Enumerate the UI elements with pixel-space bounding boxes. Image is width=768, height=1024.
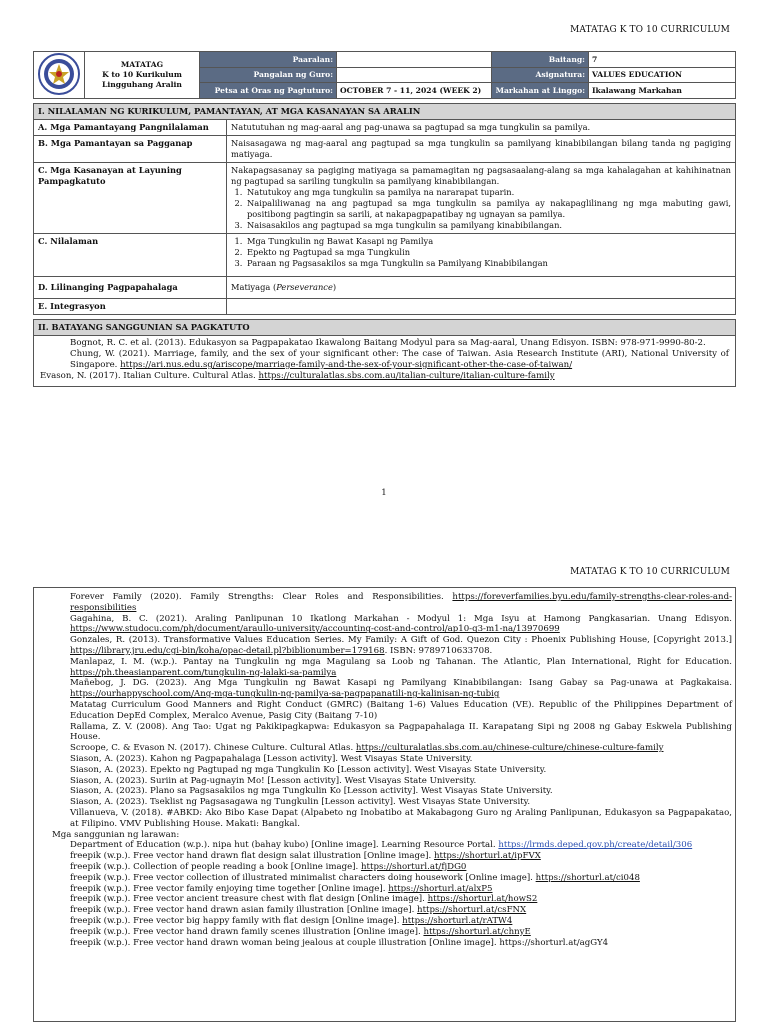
reference-item: Mañebog, J. DG. (2023). Ang Mga Tungkulin ng Bawat Kasapi ng Pamilyang Kinabibilangan: Isang Gabay sa Pag-unawa at Pagkakaisa. https://ourhappyschool.com/Ang-mga-tungkulin-ng-pamilya-sa-pagpapanatili-ng-kalinisan-ng-tubig: [70, 678, 732, 700]
section-2-title: II. BATAYANG SANGGUNIAN SA PAGKATUTO: [34, 320, 736, 336]
row-e-label: E. Integrasyon: [34, 299, 227, 315]
reference-link[interactable]: https://lrmds.deped.gov.ph/create/detail/306: [498, 840, 693, 851]
reference-item: Forever Family (2020). Family Strengths: Clear Roles and Responsibilities. https://foreverfamilies.byu.edu/family-strengths-clear-roles-and-responsibilities: [70, 592, 732, 613]
curriculum-header-page-2: MATATAG K TO 10 CURRICULUM: [570, 567, 730, 577]
row-b-value: Naisasagawa ng mag-aaral ang pagtupad sa mga tungkulin sa pamilyang kinabibilangan bilang tanda ng pagiging matiyaga.: [227, 136, 736, 163]
title-line-1: MATATAG: [120, 60, 164, 69]
image-reference-item: freepik (w.p.). Free vector ancient treasure chest with flat design [Online image]. https://shorturl.at/howS2: [70, 894, 538, 905]
reference-item: Evason, N. (2017). Italian Culture. Cultural Atlas. https://culturalatlas.sbs.com.au/italian-culture/italian-culture-family: [40, 371, 555, 381]
value-word-english: Perseverance: [276, 282, 333, 292]
reference-link[interactable]: https://foreverfamilies.byu.edu/family-strengths-clear-roles-and-responsibilities: [70, 592, 732, 613]
list-item: 1. Mga Tungkulin ng Bawat Kasapi ng Pamilya: [245, 236, 731, 247]
references-cell: [34, 336, 736, 387]
reference-link[interactable]: https://www.studocu.com/ph/document/araullo-university/accounting-cost-and-control/ap10-q3-m1-na/13970699: [70, 624, 560, 635]
row-nilalaman-label: C. Nilalaman: [34, 234, 227, 277]
reference-item: Siason, A. (2023). Suriin at Pag-ugnayin Mo! [Lesson activity]. West Visayas State University.: [70, 775, 477, 786]
list-item: 2. Epekto ng Pagtupad sa mga Tungkulin: [245, 247, 731, 258]
guro-label: Pangalan ng Guro:: [200, 67, 337, 83]
row-c-label: C. Mga Kasanayan at Layuning Pampagkatuto: [34, 163, 227, 234]
reference-item: Gonzales, R. (2013). Transformative Values Education Series. My Family: A Gift of God. Quezon City : Phoenix Publishing House, [Copyright 2013.] https://library.jru.edu/cgi-bin/koha/opac-detail.pl?biblionumber=179168. ISBN: 9789710633708.: [70, 635, 732, 656]
row-c-intro: Nakapagsasanay sa pagiging matiyaga sa pamamagitan ng pagsasaalang-alang sa mga kahalagahan at kahihinatnan ng pagtupad sa sariling tungkulin sa pamilyang kinabibilangan.: [231, 165, 731, 186]
baitang-value: 7: [589, 52, 736, 68]
row-d-value: Matiyaga (Perseverance): [227, 277, 736, 299]
reference-link[interactable]: https://library.jru.edu/cgi-bin/koha/opac-detail.pl?biblionumber=179168: [70, 645, 385, 656]
reference-link[interactable]: https://shorturl.at/ci048: [535, 872, 640, 883]
curriculum-table: [33, 103, 736, 387]
reference-link[interactable]: https://ari.nus.edu.sg/ariscope/marriage-family-and-the-sex-of-your-significant-other-the-case-of-taiwan/: [120, 360, 573, 370]
image-reference-item: freepik (w.p.). Free vector hand drawn asian family illustration [Online image]. https://shorturl.at/csFNX: [70, 905, 527, 916]
guro-value: [337, 67, 492, 83]
markahan-label: Markahan at Linggo:: [492, 83, 589, 99]
reference-link[interactable]: https://ph.theasianparent.com/tungkulin-ng-lalaki-sa-pamilya: [70, 667, 337, 678]
asignatura-label: Asignatura:: [492, 67, 589, 83]
list-item: 2. Naipaliliwanag na ang pagtupad sa mga tungkulin sa pamilya ay nakapaglilinang ng mga mabuting gawi, positibong pagtingin sa sarili, at nakapagpapatibay ng ugnayan sa pamilya.: [245, 198, 731, 220]
markahan-value: Ikalawang Markahan: [589, 83, 736, 99]
content-list: [231, 236, 731, 269]
curriculum-header: MATATAG K TO 10 CURRICULUM: [570, 25, 730, 35]
petsa-label: Petsa at Oras ng Pagtuturo:: [200, 83, 337, 99]
reference-item: Siason, A. (2023). Plano sa Pagsasakilos ng mga Tungkulin Ko [Lesson activity]. West Visayas State University.: [70, 786, 553, 797]
reference-link[interactable]: https://culturalatlas.sbs.com.au/italian-culture/italian-culture-family: [258, 371, 555, 381]
page-number: 1: [381, 488, 387, 498]
reference-item: Manlapaz, I. M. (w.p.). Pantay na Tungkulin ng mga Magulang sa Loob ng Tahanan. The Atlantic, Plan International, Right for Education. https://ph.theasianparent.com/tungkulin-ng-lalaki-sa-pamilya: [70, 656, 732, 678]
reference-link[interactable]: https://culturalatlas.sbs.com.au/chinese-culture/chinese-culture-family: [355, 743, 664, 754]
title-line-2: K to 10 Kurikulum: [102, 70, 182, 79]
reference-item: Villanueva, V. (2018). #ABKD: Ako Bibo Kase Dapat (Alpabeto ng Inobatibo at Makabagong Guro ng Araling Panlipunan, Edukasyon sa Pagpapakatao, at Filipino. VMV Publishing House. Makati: Bangkal.: [70, 807, 732, 829]
reference-item: Siason, A. (2023). Kahon ng Pagpapahalaga [Lesson activity]. West Visayas State University.: [70, 753, 473, 764]
image-reference-item: freepik (w.p.). Free vector hand drawn woman being jealous at couple illustration [Online image]. https://shorturl.at/agGY4: [70, 937, 609, 948]
paaralan-value: [337, 52, 492, 68]
reference-link[interactable]: https://shorturl.at/howS2: [427, 894, 538, 905]
reference-item: Scroope, C. & Evason N. (2017). Chinese Culture. Cultural Atlas. https://culturalatlas.sbs.com.au/chinese-culture/chinese-culture-family: [70, 743, 664, 754]
reference-link[interactable]: https://shorturl.at/chnyE: [423, 926, 531, 937]
image-reference-item: freepik (w.p.). Free vector hand drawn flat design salat illustration [Online image]. https://shorturl.at/ipFVX: [70, 851, 541, 862]
references-box: [33, 587, 736, 1022]
reference-item: Rallama, Z. V. (2008). Ang Tao: Ugat ng Pakikipagkapwa: Edukasyon sa Pagpapahalaga II. Karapatang Sipi ng 2008 ng Gabay Eskwela Publishing House.: [70, 721, 732, 743]
lesson-meta-table: [33, 51, 736, 103]
image-reference-item: freepik (w.p.). Free vector hand drawn family scenes illustration [Online image]. https://shorturl.at/chnyE: [70, 926, 531, 937]
row-nilalaman-value: [227, 234, 736, 277]
row-e-value: [227, 299, 736, 315]
image-references-heading: Mga sanggunian ng larawan:: [52, 829, 180, 840]
reference-item: Bognot, R. C. et al. (2013). Edukasyon sa Pagpapakatao Ikawalong Baitang Modyul para sa Mag-aaral, Unang Edisyon. ISBN: 978-971-9990-80-2.: [70, 338, 706, 348]
list-item: 3. Naisasakilos ang pagtupad sa mga tungkulin sa pamilyang kinabibilangan.: [245, 220, 731, 231]
image-reference-item: Department of Education (w.p.). nipa hut (bahay kubo) [Online image]. Learning Resource Portal. https://lrmds.deped.gov.ph/create/detail/306: [70, 840, 693, 851]
petsa-value: OCTOBER 7 - 11, 2024 (WEEK 2): [337, 83, 492, 99]
image-reference-item: freepik (w.p.). Free vector collection of illustrated minimalist characters doing housework [Online image]. https://shorturl.at/ci048: [70, 872, 640, 883]
row-a-value: Natututuhan ng mag-aaral ang pag-unawa sa pagtupad sa mga tungkulin sa pamilya.: [227, 120, 736, 136]
image-reference-item: freepik (w.p.). Collection of people reading a book [Online image]. https://shorturl.at/fjDG0: [70, 861, 467, 872]
value-word: Matiyaga: [231, 282, 271, 292]
section-1-title: I. NILALAMAN NG KURIKULUM, PAMANTAYAN, AT MGA KASANAYAN SA ARALIN: [34, 104, 736, 120]
asignatura-value: VALUES EDUCATION: [589, 67, 736, 83]
reference-item: Siason, A. (2023). Tseklist ng Pagsasagawa ng Tungkulin [Lesson activity]. West Visayas State University.: [70, 797, 531, 808]
list-item: 3. Paraan ng Pagsasakilos sa mga Tungkulin sa Pamilyang Kinabibilangan: [245, 258, 731, 269]
reference-link[interactable]: https://shorturl.at/alxP5: [388, 883, 493, 894]
reference-link[interactable]: https://shorturl.at/rATW4: [402, 915, 513, 926]
row-c-value: [227, 163, 736, 234]
references-list: [52, 592, 732, 948]
image-reference-item: freepik (w.p.). Free vector big happy family with flat design [Online image]. https://shorturl.at/rATW4: [70, 915, 513, 926]
title-block: [85, 52, 200, 99]
reference-link[interactable]: https://ourhappyschool.com/Ang-mga-tungkulin-ng-pamilya-sa-pagpapanatili-ng-kalinisan-ng-tubig: [70, 689, 500, 700]
image-reference-item: freepik (w.p.). Free vector family enjoying time together [Online image]. https://shorturl.at/alxP5: [70, 883, 493, 894]
reference-item: Chung, W. (2021). Marriage, family, and the sex of your significant other: The case of Taiwan. Asia Research Institute (ARI), National University of Singapore. https://ari.nus.edu.sg/ariscope/marriage-family-and-the-sex-of-your-significant-other-the-case-of-taiwan/: [70, 349, 729, 370]
paaralan-label: Paaralan:: [200, 52, 337, 68]
reference-item: Gagahina, B. C. (2021). Araling Panlipunan 10 Ikatlong Markahan - Modyul 1: Mga Isyu at Hamong Pangkasarian. Unang Edisyon. https://www.studocu.com/ph/document/araullo-university/accounting-cost-and-control/ap10-q3-m1-na/13970699: [70, 613, 732, 635]
list-item: 1. Natutukoy ang mga tungkulin sa pamilya na nararapat tuparin.: [245, 187, 731, 198]
reference-item: Siason, A. (2023). Epekto ng Pagtupad ng mga Tungkulin Ko [Lesson activity]. West Visayas State University.: [70, 764, 547, 775]
row-b-label: B. Mga Pamantayan sa Pagganap: [34, 136, 227, 163]
baitang-label: Baitang:: [492, 52, 589, 68]
logo-cell: [34, 52, 85, 99]
row-a-label: A. Mga Pamantayang Pangnilalaman: [34, 120, 227, 136]
reference-link[interactable]: https://shorturl.at/ipFVX: [433, 851, 541, 862]
objectives-list: [231, 187, 731, 231]
reference-item: Matatag Curriculum Good Manners and Right Conduct (GMRC) (Baitang 1-6) Values Education (VE). Republic of the Philippines Department of Education DepEd Complex, Meralco Avenue, Pasig City (Baitang 7-10): [70, 699, 732, 721]
row-d-label: D. Lilinanging Pagpapahalaga: [34, 277, 227, 299]
reference-link[interactable]: https://shorturl.at/csFNX: [417, 905, 527, 916]
deped-seal-icon: [37, 52, 81, 96]
reference-link[interactable]: https://shorturl.at/fjDG0: [361, 861, 467, 872]
title-line-3: Lingguhang Aralin: [102, 80, 182, 89]
